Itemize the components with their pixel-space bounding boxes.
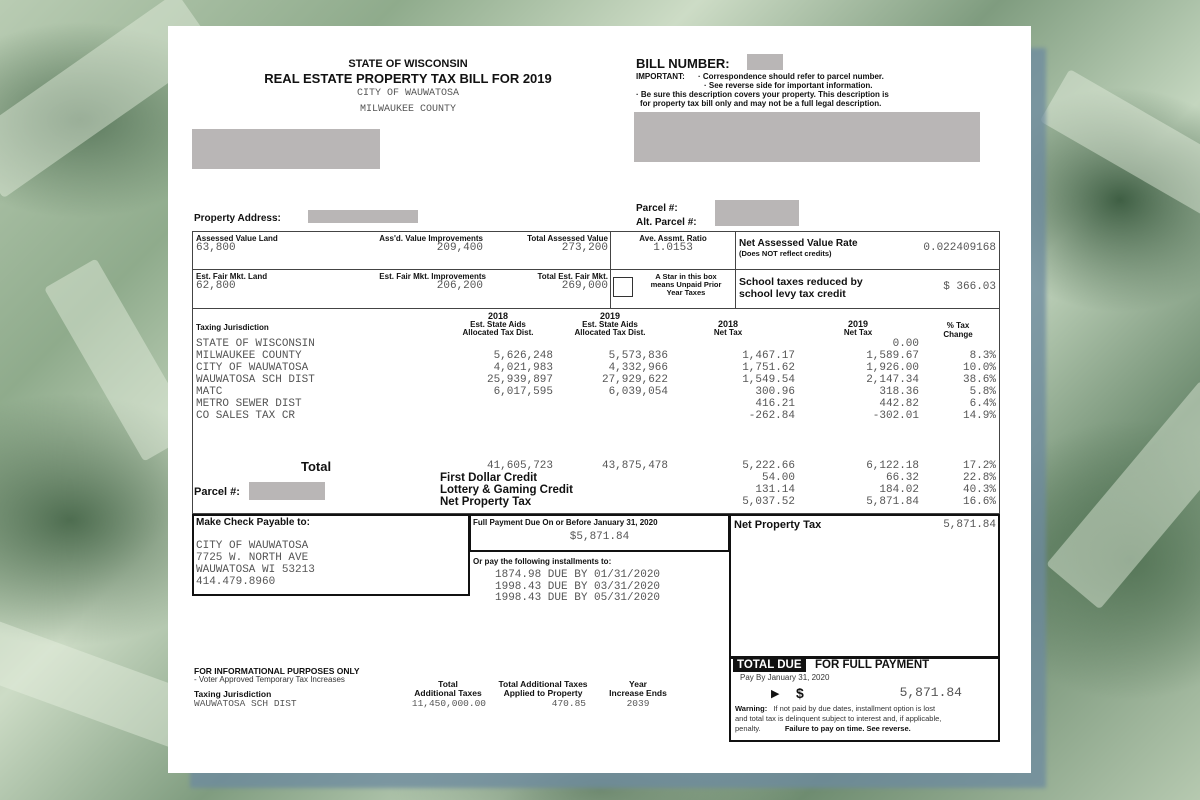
- first-dollar-2018: 54.00: [761, 472, 795, 484]
- credits-pct: [928, 472, 996, 508]
- important-note-4: for property tax bill only and may not be a full legal description.: [640, 99, 882, 108]
- credits-2019: [808, 472, 919, 508]
- divider: [735, 231, 736, 308]
- fmv-land-value: 62,800: [196, 280, 236, 292]
- pct-change: 5.8%: [969, 386, 996, 398]
- pct-change: 38.6%: [962, 374, 996, 386]
- divider: [192, 269, 1000, 270]
- important-note-3: · Be sure this description covers your property. This description is: [636, 90, 889, 99]
- state-heading: STATE OF WISCONSIN: [348, 58, 468, 70]
- pay-by-date: Pay By January 31, 2020: [740, 673, 830, 682]
- lottery-pct: 40.3%: [962, 484, 996, 496]
- info-jurisdiction-label: Taxing Jurisdiction: [194, 689, 272, 699]
- aids-2018: 5,626,248: [493, 350, 553, 362]
- property-address-redacted: [308, 210, 418, 223]
- total-label: Total: [301, 459, 332, 474]
- property-address-label: Property Address:: [194, 213, 281, 224]
- total-net-2018: 5,222.66: [742, 460, 795, 472]
- payee-city: WAUWATOSA WI 53213: [196, 564, 315, 576]
- bottom-parcel-redacted: [249, 482, 325, 500]
- parcel-label: Parcel #:: [636, 203, 678, 214]
- info-year-value: 2039: [626, 698, 650, 709]
- col-net-2018: [678, 320, 778, 337]
- net-2019: 0.00: [892, 338, 919, 350]
- col-year: 2019: [847, 319, 869, 329]
- info-year-label: [600, 680, 676, 698]
- owner-redacted: [192, 129, 380, 169]
- warning-emphasis: Failure to pay on time. See reverse.: [784, 724, 911, 733]
- installment-2: 1998.43 DUE BY 03/31/2020: [495, 580, 661, 593]
- assessment-ratio-value: 1.0153: [653, 242, 693, 254]
- net-2018: 1,751.62: [742, 362, 795, 374]
- total-assessed-value: 273,200: [561, 242, 608, 254]
- warning-line: and total tax is delinquent subject to interest and, if applicable,: [735, 714, 942, 723]
- important-label: IMPORTANT:: [636, 72, 685, 81]
- star-note-line: Year Taxes: [666, 288, 706, 297]
- credits-2018: [668, 472, 795, 508]
- col-year: 2019: [599, 311, 621, 321]
- net-property-pct: 16.6%: [962, 496, 996, 508]
- info-applied-label: [488, 680, 598, 698]
- net-rate-label: Net Assessed Value Rate: [739, 238, 858, 249]
- col-label: Net Tax: [843, 327, 873, 337]
- net-2018: 1,467.17: [742, 350, 795, 362]
- aids-2019: 5,573,836: [608, 350, 668, 362]
- col-pct-change: [926, 322, 990, 339]
- total-net-2019: 6,122.18: [866, 460, 919, 472]
- jurisdiction-name: STATE OF WISCONSIN: [196, 338, 315, 350]
- net-2019: 442.82: [879, 398, 919, 410]
- aids-2019: 6,039,054: [608, 386, 668, 398]
- net-rate-note: (Does NOT reflect credits): [739, 249, 832, 258]
- pct-change: 14.9%: [962, 410, 996, 422]
- first-dollar-2019: 66.32: [885, 472, 919, 484]
- full-payment-label: Full Payment Due On or Before January 31, 2020: [473, 518, 658, 527]
- dollar-sign: $: [796, 685, 804, 701]
- info-total-add-label: [400, 680, 496, 698]
- pct-change: 8.3%: [969, 350, 996, 362]
- fmv-improvements-value: 206,200: [436, 280, 483, 292]
- fmv-land-label: Est. Fair Mkt. Land: [196, 272, 268, 281]
- total-due-label: FOR FULL PAYMENT: [815, 659, 930, 671]
- full-payment-amount: $5,871.84: [569, 531, 630, 543]
- important-note-2: · See reverse side for important information.: [704, 81, 873, 90]
- aids-2018: 4,021,983: [493, 362, 553, 374]
- net-2018: -262.84: [748, 410, 795, 422]
- credits-labels: [440, 472, 573, 508]
- net-property-tax-label: Net Property Tax: [440, 496, 532, 508]
- col-aids-2019: [550, 312, 670, 338]
- installment-3: 1998.43 DUE BY 05/31/2020: [495, 592, 661, 604]
- warning-line: penalty.: [735, 724, 761, 733]
- fmv-improvements-label: Est. Fair Mkt. Improvements: [379, 272, 486, 281]
- payable-label: Make Check Payable to:: [196, 517, 310, 528]
- info-applied-value: 470.85: [551, 698, 586, 709]
- col-jurisdiction: Taxing Jurisdiction: [196, 323, 269, 332]
- bill-number-label: BILL NUMBER:: [636, 56, 730, 71]
- first-dollar-pct: 22.8%: [962, 472, 996, 484]
- warning-line: If not paid by due dates, installment option is lost: [773, 704, 936, 713]
- arrow-icon: ▶: [771, 688, 780, 700]
- label-line: Total: [438, 679, 458, 689]
- col-label: Allocated Tax Dist.: [462, 328, 534, 337]
- payee-address: [196, 540, 315, 588]
- label-line: Increase Ends: [609, 688, 667, 698]
- bill-title: REAL ESTATE PROPERTY TAX BILL FOR 2019: [264, 71, 552, 86]
- divider: [192, 308, 1000, 309]
- net-2018: 1,549.54: [742, 374, 795, 386]
- warning-label: Warning:: [735, 704, 768, 713]
- net-rate-value: 0.022409168: [923, 242, 996, 254]
- installment-1: 1874.98 DUE BY 01/31/2020: [495, 569, 661, 581]
- city-name: CITY OF WAUWATOSA: [356, 88, 460, 99]
- star-note: [638, 273, 734, 297]
- net-2019: 2,147.34: [866, 374, 919, 386]
- total-due-badge: TOTAL DUE: [733, 658, 806, 672]
- info-total-add-value: 11,450,000.00: [411, 698, 486, 709]
- info-title: FOR INFORMATIONAL PURPOSES ONLY: [194, 666, 360, 676]
- aids-2018: 25,939,897: [486, 374, 553, 386]
- col-label: Net Tax: [713, 327, 743, 337]
- tax-bill-document: [168, 26, 1031, 773]
- alt-parcel-label: Alt. Parcel #:: [636, 217, 697, 228]
- jurisdiction-name: CITY OF WAUWATOSA: [196, 362, 309, 374]
- col-label: % Tax: [946, 321, 970, 330]
- parcel-number-redacted: [715, 200, 799, 226]
- installments-list: [495, 570, 660, 605]
- net-tax-value: 5,871.84: [943, 519, 996, 531]
- col-label: Est. State Aids: [470, 319, 526, 329]
- payee-phone: 414.479.8960: [196, 576, 276, 588]
- aids-2019: 4,332,966: [608, 362, 668, 374]
- net-tax-box: [729, 514, 1000, 658]
- school-credit-line: school levy tax credit: [739, 288, 846, 300]
- unpaid-star-checkbox: [613, 277, 633, 297]
- jurisdiction-name: METRO SEWER DIST: [196, 398, 302, 410]
- col-year: 2018: [487, 311, 509, 321]
- assessed-improvements-label: Ass'd. Value Improvements: [379, 234, 483, 243]
- fmv-total-value: 269,000: [561, 280, 608, 292]
- installments-label: Or pay the following installments to:: [473, 557, 612, 566]
- lottery-2019: 184.02: [879, 484, 919, 496]
- jurisdiction-name: MILWAUKEE COUNTY: [196, 350, 302, 362]
- label-line: Total Additional Taxes: [498, 679, 588, 689]
- county-name: MILWAUKEE COUNTY: [359, 104, 456, 115]
- payee-name: CITY OF WAUWATOSA: [196, 540, 309, 552]
- important-note-1: · Correspondence should refer to parcel number.: [698, 72, 884, 81]
- label-line: Additional Taxes: [414, 688, 482, 698]
- aids-2019: 27,929,622: [601, 374, 668, 386]
- assessed-land-label: Assessed Value Land: [196, 234, 278, 243]
- pct-change: 10.0%: [962, 362, 996, 374]
- money-background: [1046, 381, 1200, 610]
- total-assessed-label: Total Assessed Value: [527, 234, 608, 243]
- col-label: Change: [943, 329, 973, 339]
- label-line: Applied to Property: [503, 688, 583, 698]
- star-note-line: A Star in this box: [655, 272, 717, 281]
- aids-2018: 6,017,595: [493, 386, 553, 398]
- net-2019: -302.01: [872, 410, 919, 422]
- net-2018: 300.96: [755, 386, 795, 398]
- lottery-credit-label: Lottery & Gaming Credit: [440, 484, 573, 496]
- assessment-ratio-label: Ave. Assmt. Ratio: [639, 234, 707, 243]
- bill-number-redacted: [747, 54, 783, 70]
- lottery-2018: 131.14: [755, 484, 795, 496]
- school-credit-value: $ 366.03: [943, 281, 996, 293]
- col-year: 2018: [717, 319, 739, 329]
- col-net-2019: [808, 320, 908, 337]
- jurisdiction-name: MATC: [196, 386, 223, 398]
- bottom-parcel-label: Parcel #:: [194, 486, 240, 498]
- info-jurisdiction-value: WAUWATOSA SCH DIST: [194, 698, 297, 709]
- payee-street: 7725 W. NORTH AVE: [196, 552, 309, 564]
- net-2019: 318.36: [879, 386, 919, 398]
- label-line: Year: [629, 679, 647, 689]
- col-aids-2018: [438, 312, 558, 338]
- jurisdiction-name: WAUWATOSA SCH DIST: [196, 374, 315, 386]
- fmv-total-label: Total Est. Fair Mkt.: [537, 272, 608, 281]
- assessed-land-value: 63,800: [196, 242, 236, 254]
- money-background: [1040, 69, 1200, 231]
- net-property-2018: 5,037.52: [742, 496, 795, 508]
- total-aids-2019: 43,875,478: [601, 460, 668, 472]
- total-due-amount: 5,871.84: [899, 685, 962, 700]
- net-2019: 1,589.67: [866, 350, 919, 362]
- school-credit-line: School taxes reduced by: [739, 276, 863, 288]
- pct-change: 6.4%: [969, 398, 996, 410]
- col-label: Est. State Aids: [582, 319, 638, 329]
- net-property-2019: 5,871.84: [866, 496, 919, 508]
- legal-description-redacted: [634, 112, 980, 162]
- net-2019: 1,926.00: [866, 362, 919, 374]
- first-dollar-credit-label: First Dollar Credit: [440, 472, 538, 484]
- net-2018: 416.21: [755, 398, 795, 410]
- assessed-improvements-value: 209,400: [436, 242, 483, 254]
- jurisdiction-name: CO SALES TAX CR: [196, 410, 296, 422]
- school-credit-label: [739, 276, 863, 300]
- total-pct: 17.2%: [962, 460, 996, 472]
- col-label: Allocated Tax Dist.: [574, 328, 646, 337]
- warning-text: [735, 704, 997, 734]
- star-note-line: means Unpaid Prior: [650, 280, 722, 289]
- info-subtitle: - Voter Approved Temporary Tax Increases: [194, 675, 345, 684]
- total-aids-2018: 41,605,723: [486, 460, 553, 472]
- net-tax-label: Net Property Tax: [734, 519, 822, 531]
